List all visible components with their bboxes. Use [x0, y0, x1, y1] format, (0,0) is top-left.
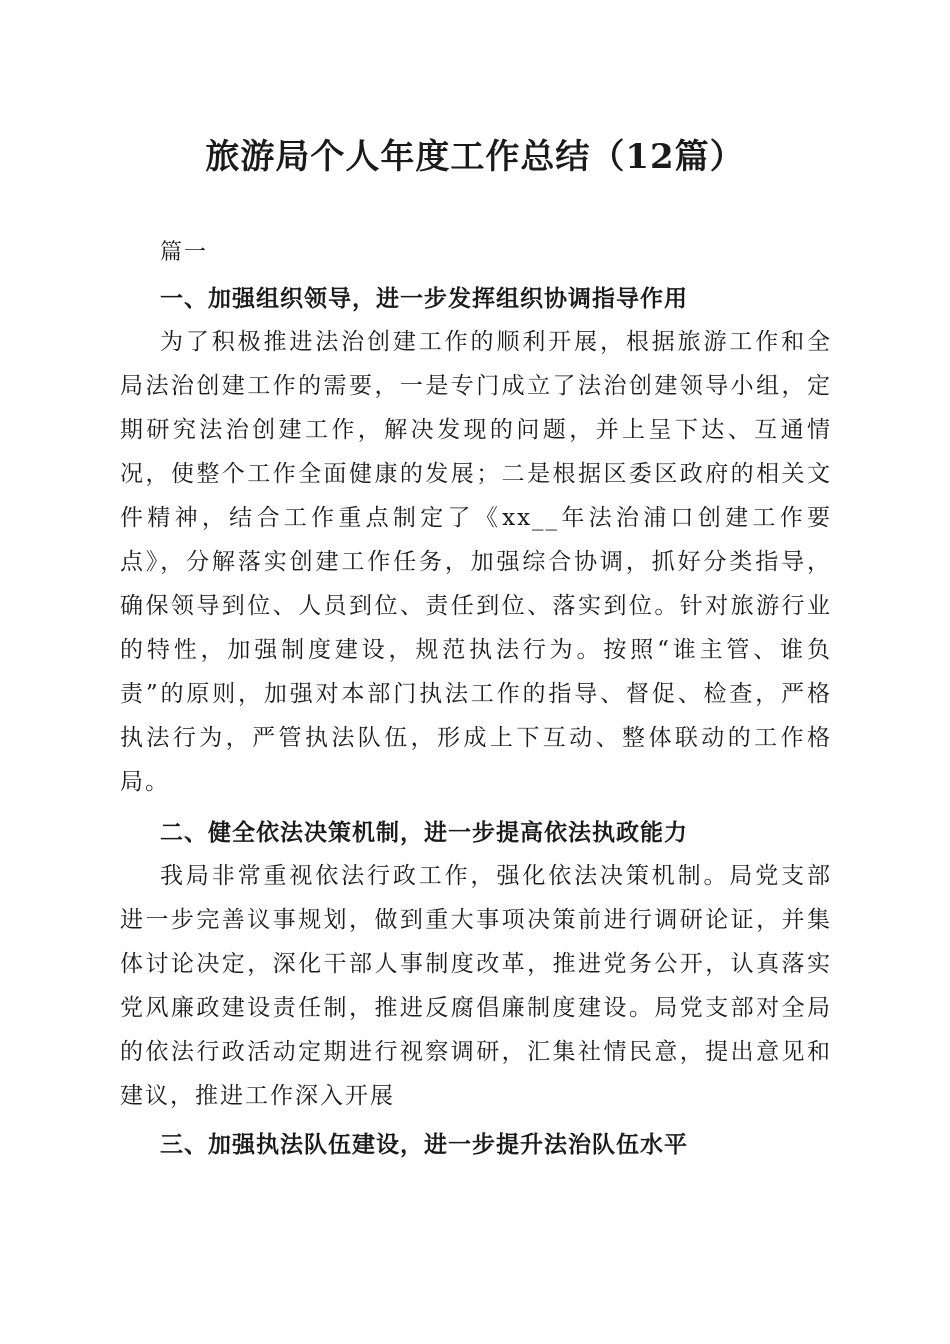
section-body-1: 为了积极推进法治创建工作的顺利开展，根据旅游工作和全局法治创建工作的需要，一是专门成立了法治创建领导小组，定期研究法治创建工作，解决发现的问题，并上呈下达、互通情况，使整个工作全面健康的发展；二是根据区委区政府的相关文件精神，结合工作重点制定了《xx__年法治浦口创建工作要点》，分解落实创建工作任务，加强综合协调，抓好分类指导，确保领导到位、人员到位、责任到位、落实到位。针对旅游行业的特性，加强制度建设，规范执法行为。按照“谁主管、谁负责”的原则，加强对本部门执法工作的指导、督促、检查，严格执法行为，严管执法队伍，形成上下互动、整体联动的工作格局。: [120, 329, 832, 795]
document-title: 旅游局个人年度工作总结（12篇）: [205, 137, 745, 177]
section-heading-2: 二、健全依法决策机制，进一步提高依法执政能力: [160, 820, 688, 846]
section-heading-3: 三、加强执法队伍建设，进一步提升法治队伍水平: [160, 1132, 688, 1158]
section-heading-1: 一、加强组织领导，进一步发挥组织协调指导作用: [160, 286, 688, 312]
section-body-2: 我局非常重视依法行政工作，强化依法决策机制。局党支部进一步完善议事规划，做到重大事项决策前进行调研论证，并集体讨论决定，深化干部人事制度改革，推进党务公开，认真落实党风廉政建设责任制，推进反腐倡廉制度建设。局党支部对全局的依法行政活动定期进行视察调研，汇集社情民意，提出意见和建议，推进工作深入开展: [120, 863, 832, 1109]
piece-label: 篇一: [160, 240, 209, 265]
